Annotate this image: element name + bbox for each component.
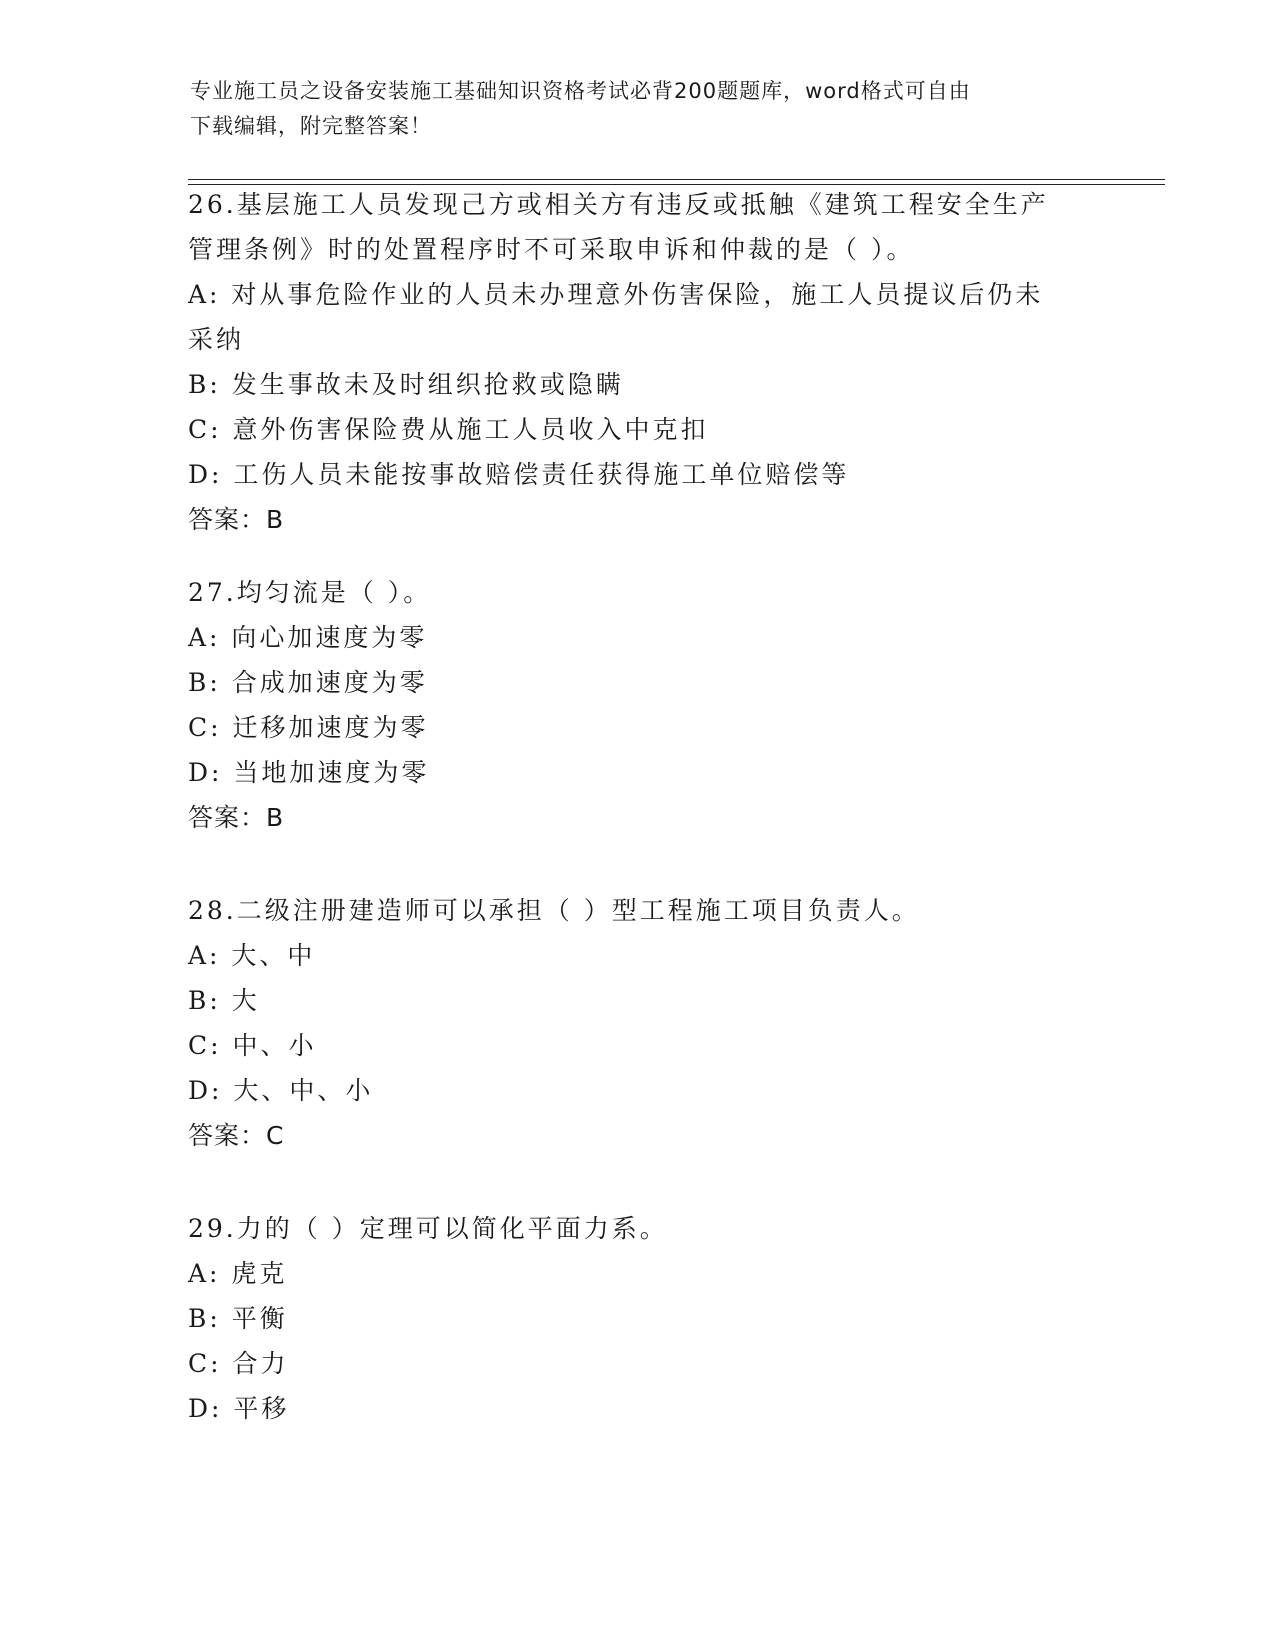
option-a-continued: 采纳 xyxy=(188,325,245,354)
option-c: C: 合力 xyxy=(188,1349,289,1378)
answer-value: C xyxy=(266,1121,285,1150)
option-c: C: 中、小 xyxy=(188,1031,317,1060)
question-stem-line: 26.基层施工人员发现己方或相关方有违反或抵触《建筑工程安全生产 xyxy=(188,190,1049,219)
option-a: A: 虎克 xyxy=(188,1259,288,1288)
option-c: C: 意外伤害保险费从施工人员收入中克扣 xyxy=(188,415,709,444)
option-d: D: 工伤人员未能按事故赔偿责任获得施工单位赔偿等 xyxy=(188,460,850,489)
option-a: A: 大、中 xyxy=(188,941,316,970)
option-c: C: 迁移加速度为零 xyxy=(188,713,429,742)
option-d: D: 大、中、小 xyxy=(188,1076,374,1105)
question-28 xyxy=(188,888,1088,1159)
answer xyxy=(188,497,1088,543)
question-26 xyxy=(188,182,1088,543)
question-stem-line: 28.二级注册建造师可以承担（ ）型工程施工项目负责人。 xyxy=(188,896,920,925)
answer-value: B xyxy=(266,505,285,534)
option-a: A: 对从事危险作业的人员未办理意外伤害保险，施工人员提议后仍未 xyxy=(188,280,1044,309)
answer-label: 答案： xyxy=(188,1121,267,1150)
option-b: B: 大 xyxy=(188,986,260,1015)
header-line-2: 下载编辑，附完整答案！ xyxy=(190,114,432,138)
question-27 xyxy=(188,570,1088,841)
header-divider-top xyxy=(188,179,1165,180)
option-a: A: 向心加速度为零 xyxy=(188,623,428,652)
option-d: D: 当地加速度为零 xyxy=(188,758,430,787)
option-b: B: 发生事故未及时组织抢救或隐瞒 xyxy=(188,370,624,399)
option-d: D: 平移 xyxy=(188,1394,290,1423)
question-29 xyxy=(188,1206,1088,1431)
answer xyxy=(188,795,1088,841)
question-stem-line: 29.力的（ ）定理可以简化平面力系。 xyxy=(188,1214,668,1243)
answer-label: 答案： xyxy=(188,505,267,534)
answer-label: 答案： xyxy=(188,803,267,832)
question-stem-line: 管理条例》时的处置程序时不可采取申诉和仲裁的是（ ）。 xyxy=(188,235,915,264)
answer xyxy=(188,1113,1088,1159)
option-b: B: 合成加速度为零 xyxy=(188,668,428,697)
header-line-1: 专业施工员之设备安装施工基础知识资格考试必背200题题库，word格式可自由 xyxy=(190,79,971,103)
question-stem-line: 27.均匀流是（ ）。 xyxy=(188,578,432,607)
answer-value: B xyxy=(266,803,285,832)
option-b: B: 平衡 xyxy=(188,1304,288,1333)
document-header xyxy=(190,74,1090,144)
